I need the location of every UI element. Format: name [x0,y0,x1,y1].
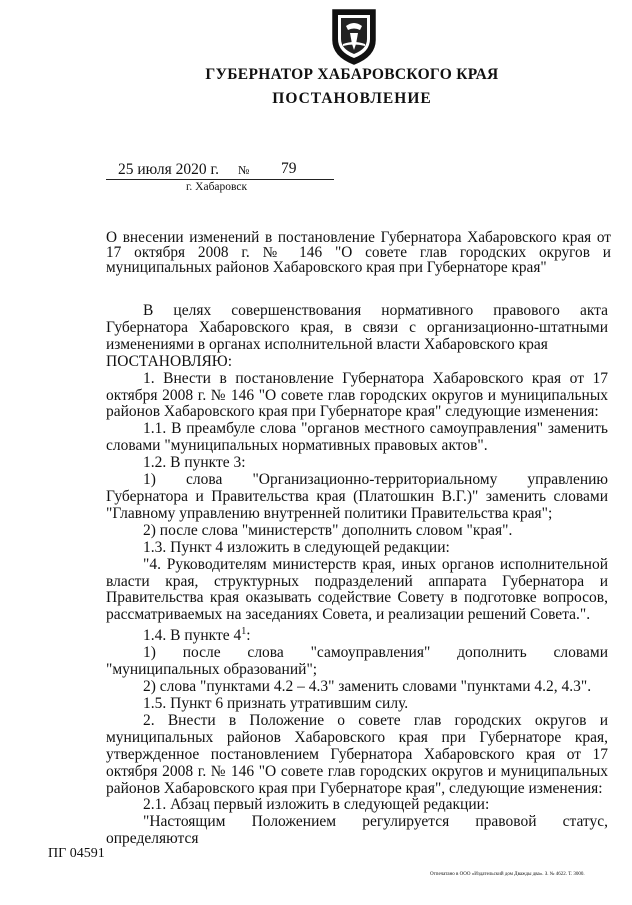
paragraph [106,624,608,645]
paragraph: В целях совершенствования нормативного правового акта Губернатора Хабаровского края, в связи с организационно-штатными изменениями в органах исполнительной власти Хабаровского края [106,302,608,353]
paragraph: 1. Внести в постановление Губернатора Хабаровского края от 17 октября 2008 г. № 146 "О совете глав городских округов и муниципальных районов Хабаровского края при Губернаторе края" следующие изменения: [106,369,608,421]
number-sign: № [238,163,250,177]
paragraph: "Настоящим Положением регулируется правовой статус, определяются [106,813,608,848]
paragraph: 1.2. В пункте 3: [143,454,246,472]
document-type: ПОСТАНОВЛЕНИЕ [272,90,432,107]
date-underline [106,179,334,180]
paragraph: 2) после слова "министерств" дополнить словом "края". [143,521,513,539]
document-city: г. Хабаровск [186,181,248,193]
paragraph: 2.1. Абзац первый изложить в следующей редакции: [143,796,490,814]
paragraph: 2. Внести в Положение о совете глав городских округов и муниципальных районов Хабаровского края при Губернаторе края, утвержденное постановлением Губернатора Хабаровского края от 17 октября 2008 г. № 146 "О совете глав городских округов и муниципальных районов Хабаровского края при Губернаторе края", следующие изменения: [106,711,608,797]
paragraph: 1.5. Пункт 6 признать утратившим силу. [143,695,409,712]
superscript: 1 [241,626,247,638]
document-code: ПГ 04591 [48,846,105,861]
printer-imprint: Отпечатано в ООО «Издательский дом Дважды два». З. № 4622. Т. 3000. [430,872,585,877]
document-date: 25 июля 2020 г. [118,161,219,178]
decree-keyword: ПОСТАНОВЛЯЮ: [106,352,233,370]
paragraph: 2) слова "пунктами 4.2 – 4.3" заменить словами "пунктами 4.2, 4.3". [143,678,592,696]
paragraph-text: : [246,627,251,645]
document-body [106,303,608,848]
paragraph: 1.1. В преамбуле слова "органов местного самоуправления" заменить словами "муниципальных нормативных правовых актов". [106,420,608,455]
document-number: 79 [281,160,297,177]
paragraph: "4. Руководителям министерств края, иных органов исполнительной власти края, структурных подразделений аппарата Губернатора и Правительства края оказывать содействие Совету в подготовке вопросов, рассматриваемых на заседаниях Совета, и реализации решений Совета.". [106,555,608,624]
paragraph: 1) после слова "самоуправления" дополнить словами "муниципальных образований"; [106,644,608,679]
issuer-title: ГУБЕРНАТОР ХАБАРОВСКОГО КРАЯ [205,66,499,83]
paragraph: 1.3. Пункт 4 изложить в следующей редакции: [143,538,450,556]
paragraph-text: 1.4. В пункте 4 [143,627,242,645]
document-title: О внесении изменений в постановление Губернатора Хабаровского края от 17 октября 2008 г. № 146 "О совете глав городских округов и муниципальных районов Хабаровского края при Губернаторе края" [106,229,611,276]
coat-of-arms-emblem [329,6,379,66]
paragraph: 1) слова "Организационно-территориальному управлению Губернатора и Правительства края (Платошкин В.Г.)" заменить словами "Главному управлению внутренней политики Правительства края"; [106,471,608,522]
